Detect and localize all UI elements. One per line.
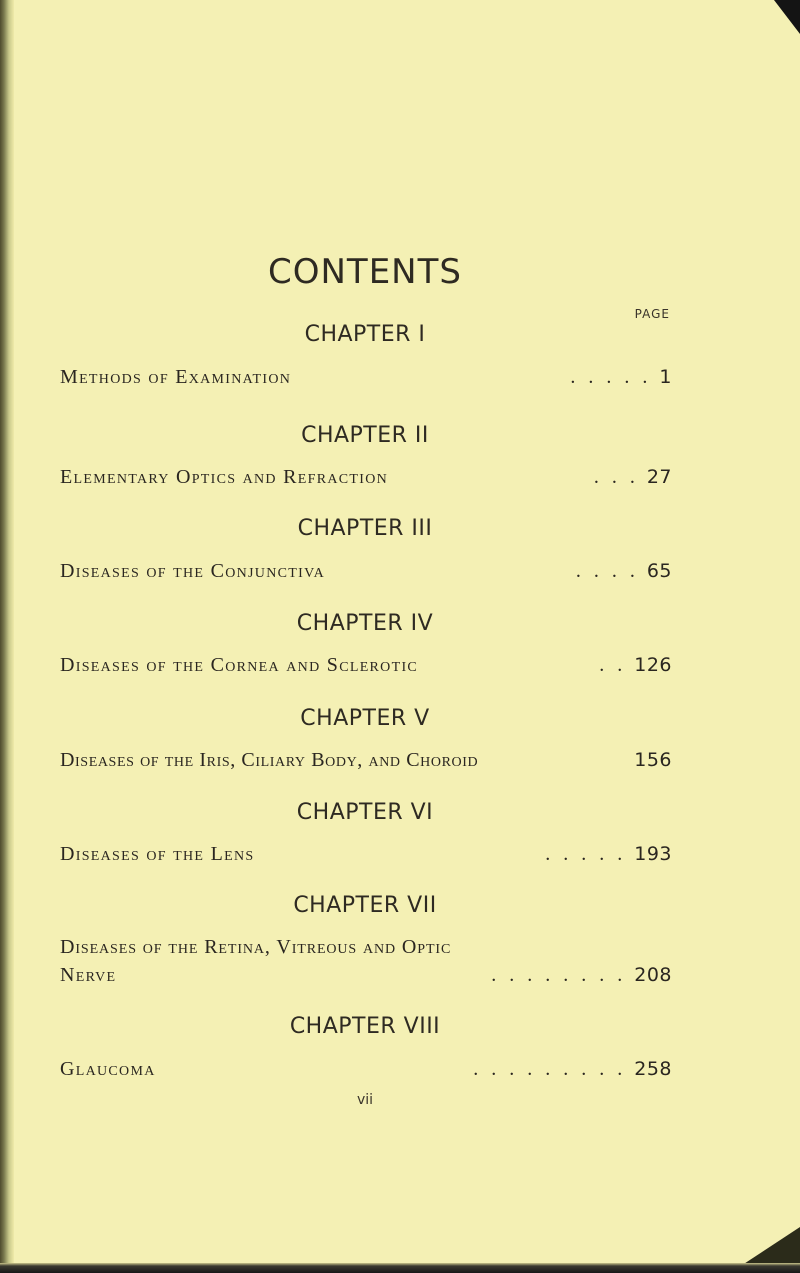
toc-leader-dots: . . . . . . . . . (473, 1058, 627, 1080)
toc-leader-dots: . . . (593, 466, 639, 488)
chapter-heading-1: CHAPTER I (304, 322, 426, 347)
contents-title: CONTENTS (268, 252, 462, 292)
toc-entry-6[interactable] (60, 843, 672, 869)
chapter-heading-5: CHAPTER V (300, 706, 430, 731)
toc-page-number: 193 (634, 843, 672, 865)
toc-page-number: 65 (646, 560, 672, 582)
toc-entry-title: Diseases of the Lens (60, 843, 255, 865)
toc-leader-dots: . . . . . (570, 366, 652, 388)
toc-entry-5[interactable] (60, 749, 672, 775)
toc-entry-2[interactable] (60, 466, 672, 492)
toc-page-number: 27 (646, 466, 672, 488)
chapter-heading-4: CHAPTER IV (296, 611, 434, 636)
toc-page-number: 156 (634, 749, 672, 771)
toc-entry-1[interactable] (60, 366, 672, 392)
toc-entry-title: Diseases of the Cornea and Sclerotic (60, 654, 419, 676)
page-binding-edge (0, 0, 14, 1273)
toc-entry-title-continued: Nerve (60, 964, 117, 986)
toc-leader-dots: . . . . . . . . (491, 964, 627, 986)
chapter-heading-8: CHAPTER VIII (289, 1014, 441, 1039)
toc-page-number: 208 (634, 964, 672, 986)
chapter-heading-6: CHAPTER VI (296, 800, 434, 825)
toc-entry-title: Methods of Examination (60, 366, 292, 388)
chapter-heading-3: CHAPTER III (297, 516, 433, 541)
toc-entry-3[interactable] (60, 560, 672, 586)
chapter-heading-2: CHAPTER II (301, 423, 429, 448)
toc-entry-8[interactable] (60, 1058, 672, 1084)
page-folio: vii (356, 1092, 374, 1108)
toc-page-number: 258 (634, 1058, 672, 1080)
page-corner-shadow-top (774, 0, 800, 34)
toc-entry-title: Diseases of the Conjunctiva (60, 560, 326, 582)
toc-page-number: 1 (659, 366, 672, 388)
toc-leader-dots: . . . . (575, 560, 639, 582)
toc-entry-title: Diseases of the Retina, Vitreous and Optic (60, 936, 452, 958)
toc-leader-dots: . . (599, 654, 627, 676)
toc-entry-4[interactable] (60, 654, 672, 680)
toc-page-number: 126 (634, 654, 672, 676)
toc-entry-title: Diseases of the Iris, Ciliary Body, and Choroid (60, 749, 479, 771)
page-bottom-edge (0, 1263, 800, 1273)
toc-leader-dots: . . . . . (545, 843, 627, 865)
page-column-label: PAGE (634, 307, 670, 321)
toc-entry-7-line1[interactable] (60, 936, 672, 962)
toc-entry-title: Elementary Optics and Refraction (60, 466, 389, 488)
toc-entry-title: Glaucoma (60, 1058, 156, 1080)
toc-entry-7-line2[interactable] (60, 964, 672, 990)
chapter-heading-7: CHAPTER VII (293, 893, 437, 918)
